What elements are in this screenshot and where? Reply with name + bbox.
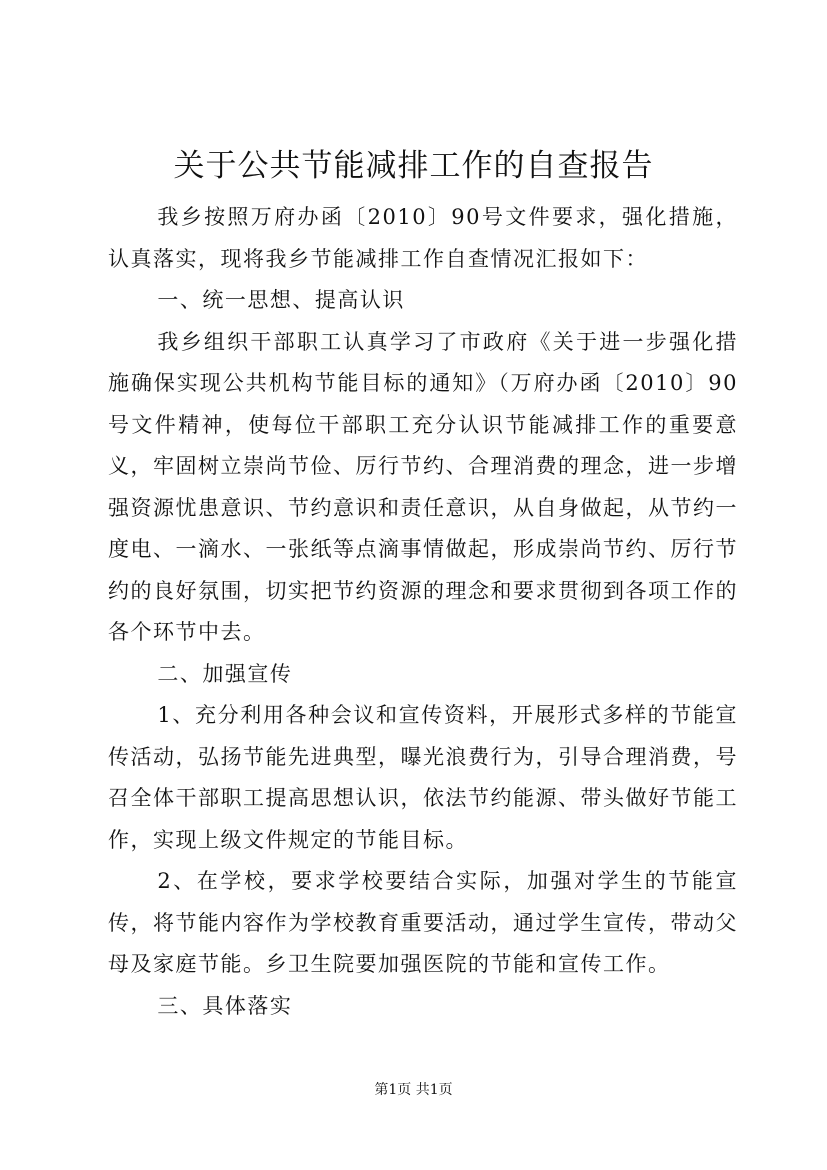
section-heading-2: 二、加强宣传: [157, 661, 293, 686]
section-2-item-1: 1、充分利用各种会议和宣传资料，开展形式多样的节能宣传活动，弘扬节能先进典型，曝光浪费行为，引导合理消费，号召全体干部职工提高思想认识，依法节约能源、带头做好节能工作，实现上级文件规定的节能目标。: [108, 703, 738, 852]
page-footer: 第1页 共1页: [374, 1082, 453, 1098]
section-2-item-2: 2、在学校，要求学校要结合实际，加强对学生的节能宣传，将节能内容作为学校教育重要活动，通过学生宣传，带动父母及家庭节能。乡卫生院要加强医院的节能和宣传工作。: [108, 869, 738, 976]
section-heading-3: 三、具体落实: [157, 993, 293, 1018]
section-1-paragraph: 我乡组织干部职工认真学习了市政府《关于进一步强化措施确保实现公共机构节能目标的通知》（万府办函〔2010〕90号文件精神，使每位干部职工充分认识节能减排工作的重要意义，牢固树立崇尚节俭、厉行节约、合理消费的理念，进一步增强资源忧患意识、节约意识和责任意识，从自身做起，从节约一度电、一滴水、一张纸等点滴事情做起，形成崇尚节约、厉行节约的良好氛围，切实把节约资源的理念和要求贯彻到各项工作的各个环节中去。: [108, 329, 738, 644]
document-body: [108, 197, 738, 1027]
intro-paragraph: 我乡按照万府办函〔2010〕90号文件要求，强化措施，认真落实，现将我乡节能减排工作自查情况汇报如下：: [108, 205, 738, 271]
section-heading-1: 一、统一思想、提高认识: [157, 288, 405, 312]
document-title: 关于公共节能减排工作的自查报告: [173, 148, 654, 184]
